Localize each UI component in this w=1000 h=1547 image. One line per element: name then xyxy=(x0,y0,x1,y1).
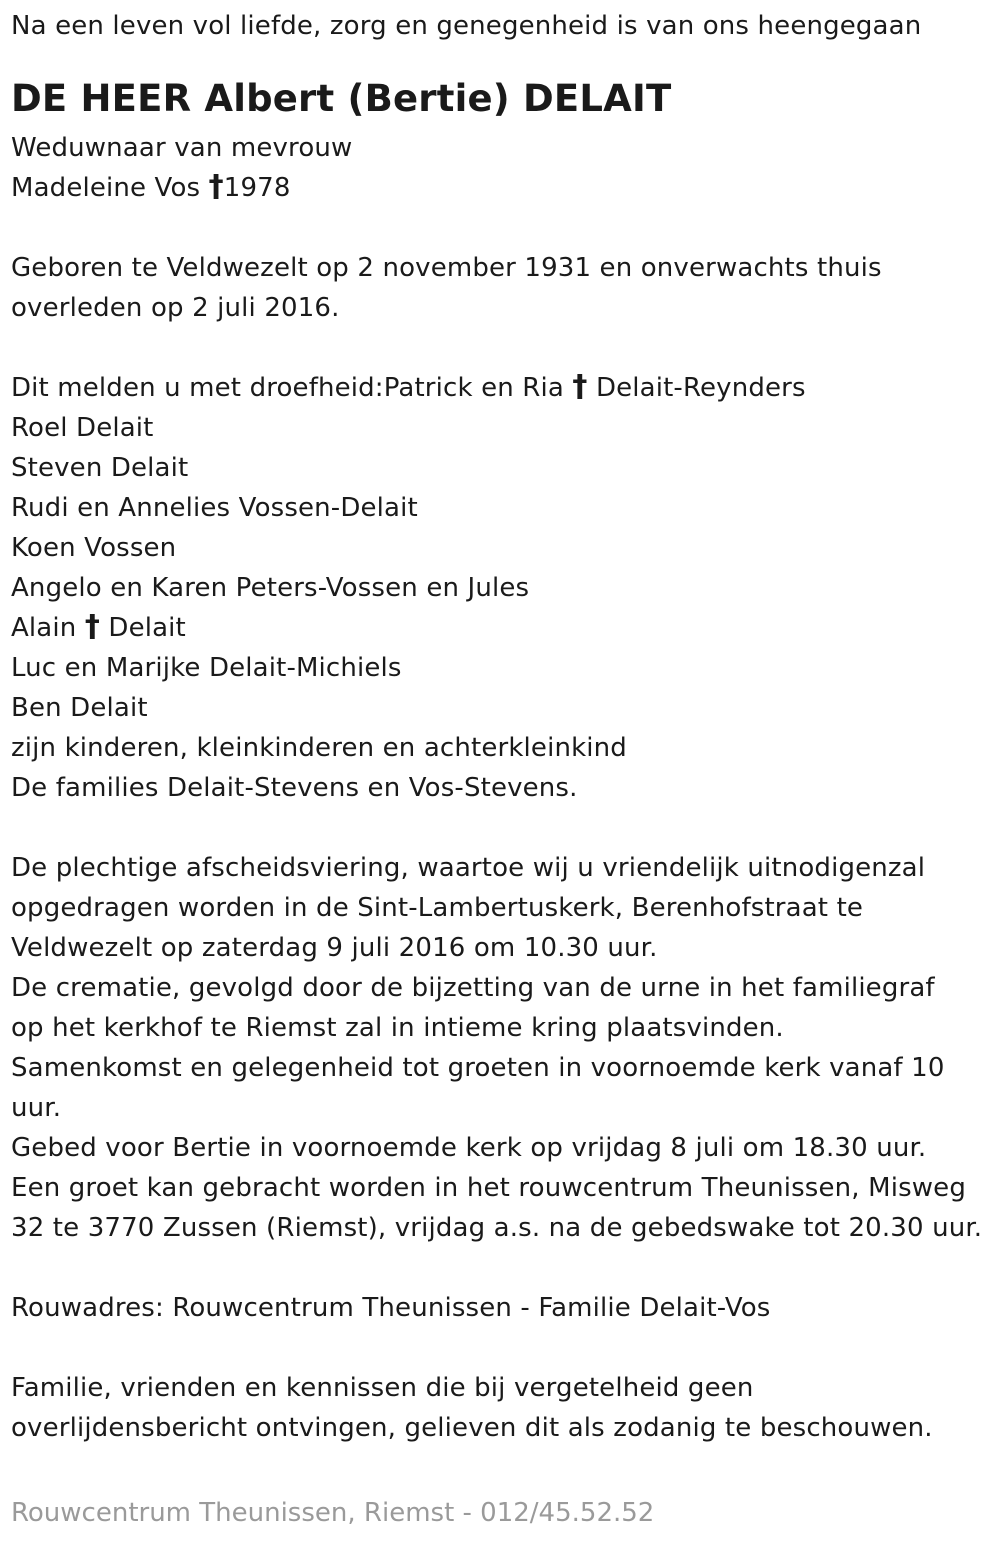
spouse-name: Madeleine Vos xyxy=(11,173,201,203)
ceremony-line: opgedragen worden in de Sint-Lambertuskerk, Berenhofstraat te xyxy=(11,893,864,923)
ceremony-line: 32 te 3770 Zussen (Riemst), vrijdag a.s. na de gebedswake tot 20.30 uur. xyxy=(11,1213,983,1243)
spouse-line: Weduwnaar van mevrouw xyxy=(11,133,353,163)
family-member: Steven Delait xyxy=(11,453,189,483)
family-member: De families Delait-Stevens en Vos-Stevens. xyxy=(11,773,578,803)
death-line: overleden op 2 juli 2016. xyxy=(11,293,340,323)
spacer xyxy=(11,808,990,848)
spacer xyxy=(11,328,990,368)
intro-text: Na een leven vol liefde, zorg en genegenheid is van ons heengegaan xyxy=(11,11,922,41)
spouse-year: 1978 xyxy=(223,173,291,203)
ceremony-line: op het kerkhof te Riemst zal in intieme kring plaatsvinden. xyxy=(11,1013,784,1043)
ceremony-line: uur. xyxy=(11,1093,62,1123)
family-member: Luc en Marijke Delait-Michiels xyxy=(11,653,402,683)
alain-suffix: Delait xyxy=(108,613,186,643)
family-member: Angelo en Karen Peters-Vossen en Jules xyxy=(11,573,530,603)
closing-line: Familie, vrienden en kennissen die bij vergetelheid geen xyxy=(11,1373,754,1403)
ceremony-line: Gebed voor Bertie in voornoemde kerk op vrijdag 8 juli om 18.30 uur. xyxy=(11,1133,927,1163)
spacer xyxy=(11,208,990,248)
deceased-name: DE HEER Albert (Bertie) DELAIT xyxy=(11,77,672,120)
family-member: Rudi en Annelies Vossen-Delait xyxy=(11,493,418,523)
family-member: Koen Vossen xyxy=(11,533,177,563)
ceremony-line: Veldwezelt op zaterdag 9 juli 2016 om 10.30 uur. xyxy=(11,933,658,963)
ceremony-line: De crematie, gevolgd door de bijzetting van de urne in het familiegraf xyxy=(11,973,935,1003)
family-member-alain xyxy=(11,608,990,648)
family-member: zijn kinderen, kleinkinderen en achterkleinkind xyxy=(11,733,627,763)
ceremony-line: Samenkomst en gelegenheid tot groeten in voornoemde kerk vanaf 10 xyxy=(11,1053,945,1083)
family-lead-suffix: Delait-Reynders xyxy=(595,373,806,403)
family-lead-prefix: Dit melden u met droefheid:Patrick en Ria xyxy=(11,373,564,403)
family-member: Roel Delait xyxy=(11,413,154,443)
cross-icon: † xyxy=(572,369,588,404)
ceremony-line: De plechtige afscheidsviering, waartoe wij u vriendelijk uitnodigenzal xyxy=(11,853,926,883)
funeral-home-footer: Rouwcentrum Theunissen, Riemst - 012/45.52.52 xyxy=(11,1498,655,1528)
cross-icon: † xyxy=(208,169,224,204)
cross-icon: † xyxy=(84,609,100,644)
spacer xyxy=(11,1328,990,1368)
mourning-address: Rouwadres: Rouwcentrum Theunissen - Familie Delait-Vos xyxy=(11,1293,771,1323)
alain-prefix: Alain xyxy=(11,613,77,643)
birth-line: Geboren te Veldwezelt op 2 november 1931 en onverwachts thuis xyxy=(11,253,882,283)
spacer xyxy=(11,1248,990,1288)
family-lead-line xyxy=(11,368,990,408)
spouse-name-line xyxy=(11,168,990,208)
closing-line: overlijdensbericht ontvingen, gelieven dit als zodanig te beschouwen. xyxy=(11,1413,933,1443)
family-member: Ben Delait xyxy=(11,693,148,723)
ceremony-line: Een groet kan gebracht worden in het rouwcentrum Theunissen, Misweg xyxy=(11,1173,966,1203)
